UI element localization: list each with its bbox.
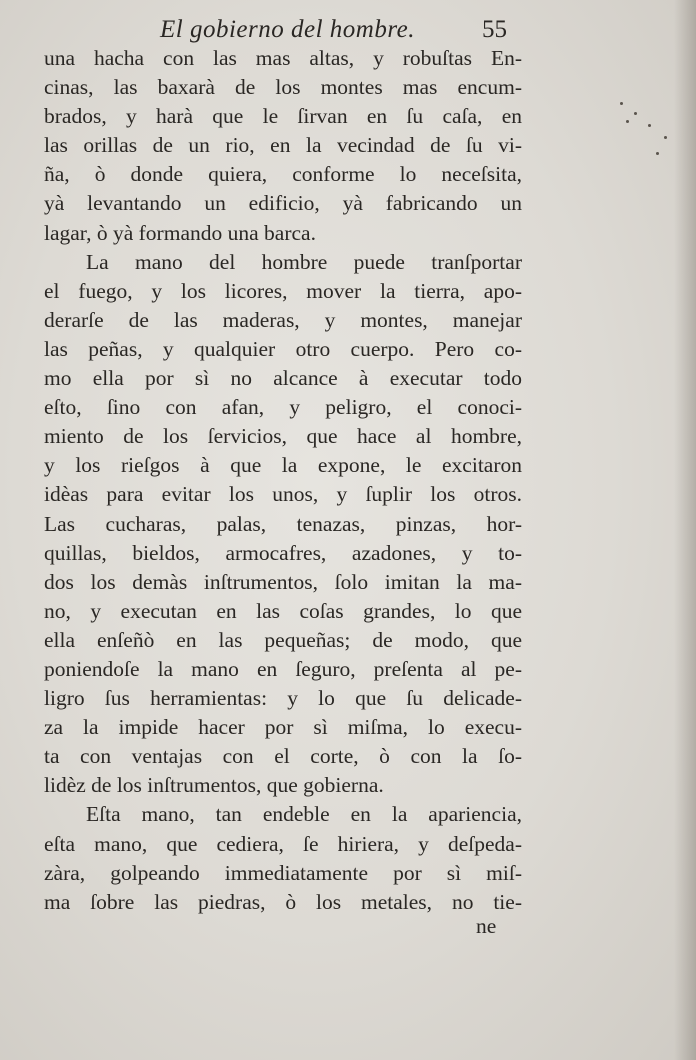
paper-specks [612,96,682,176]
text-line: quillas, bieldos, armocafres, azadones, y to- [44,540,522,565]
paragraph-start-line: Eſta mano, tan endeble en la apariencia, [86,802,522,827]
paper-speck [626,120,629,123]
catchword: ne [476,914,497,938]
text-line: idèas para evitar los unos, y ſuplir los otros. [44,482,522,507]
paper-speck [656,152,659,155]
text-line: miento de los ſervicios, que hace al hombre, [44,424,522,449]
page-header [0,10,696,46]
body-text [44,44,522,917]
text-line: no, y executan en las coſas grandes, lo que [44,598,522,623]
text-line: lagar, ò yà formando una barca. [44,220,316,245]
text-line: ella enſeñò en las pequeñas; de modo, que [44,627,522,652]
text-line: brados, y harà que le ſirvan en ſu caſa, en [44,104,522,129]
paper-speck [620,102,623,105]
page-number: 55 [482,16,507,43]
text-line: ma ſobre las piedras, ò los metales, no tie- [44,889,522,914]
paragraph-start-line: La mano del hombre puede tranſportar [86,249,522,274]
text-line: eſta mano, que cediera, ſe hiriera, y deſpeda- [44,831,522,856]
text-line: zàra, golpeando immediatamente por sì miſ- [44,860,522,885]
text-line: las orillas de un rio, en la vecindad de ſu vi- [44,133,522,158]
text-line: derarſe de las maderas, y montes, manejar [44,307,522,332]
text-line: dos los demàs inſtrumentos, ſolo imitan la ma- [44,569,522,594]
running-head: El gobierno del hombre. [160,16,415,43]
text-line: cinas, las baxarà de los montes mas encum- [44,75,522,100]
paper-speck [634,112,637,115]
text-line: poniendoſe la mano en ſeguro, preſenta al pe- [44,656,522,681]
text-line: Las cucharas, palas, tenazas, pinzas, hor- [44,511,522,536]
text-line: ta con ventajas con el corte, ò con la ſo- [44,744,522,769]
text-line: y los rieſgos à que la expone, le excitaron [44,453,522,478]
text-line: mo ella por sì no alcance à executar todo [44,366,522,391]
paper-speck [648,124,651,127]
text-line: yà levantando un edificio, yà fabricando un [44,191,522,216]
paper-speck [664,136,667,139]
text-line: lidèz de los inſtrumentos, que gobierna. [44,773,384,798]
text-line: ligro ſus herramientas: y lo que ſu delicade- [44,686,522,711]
text-line: za la impide hacer por sì miſma, lo execu- [44,715,522,740]
text-line: una hacha con las mas altas, y robuſtas En- [44,46,522,70]
text-line: ña, ò donde quiera, conforme lo neceſsita, [44,162,522,187]
text-line: el fuego, y los licores, mover la tierra, apo- [44,278,522,303]
text-line: las peñas, y qualquier otro cuerpo. Pero co- [44,336,522,361]
text-line: eſto, ſino con afan, y peligro, el conoci- [44,395,522,420]
